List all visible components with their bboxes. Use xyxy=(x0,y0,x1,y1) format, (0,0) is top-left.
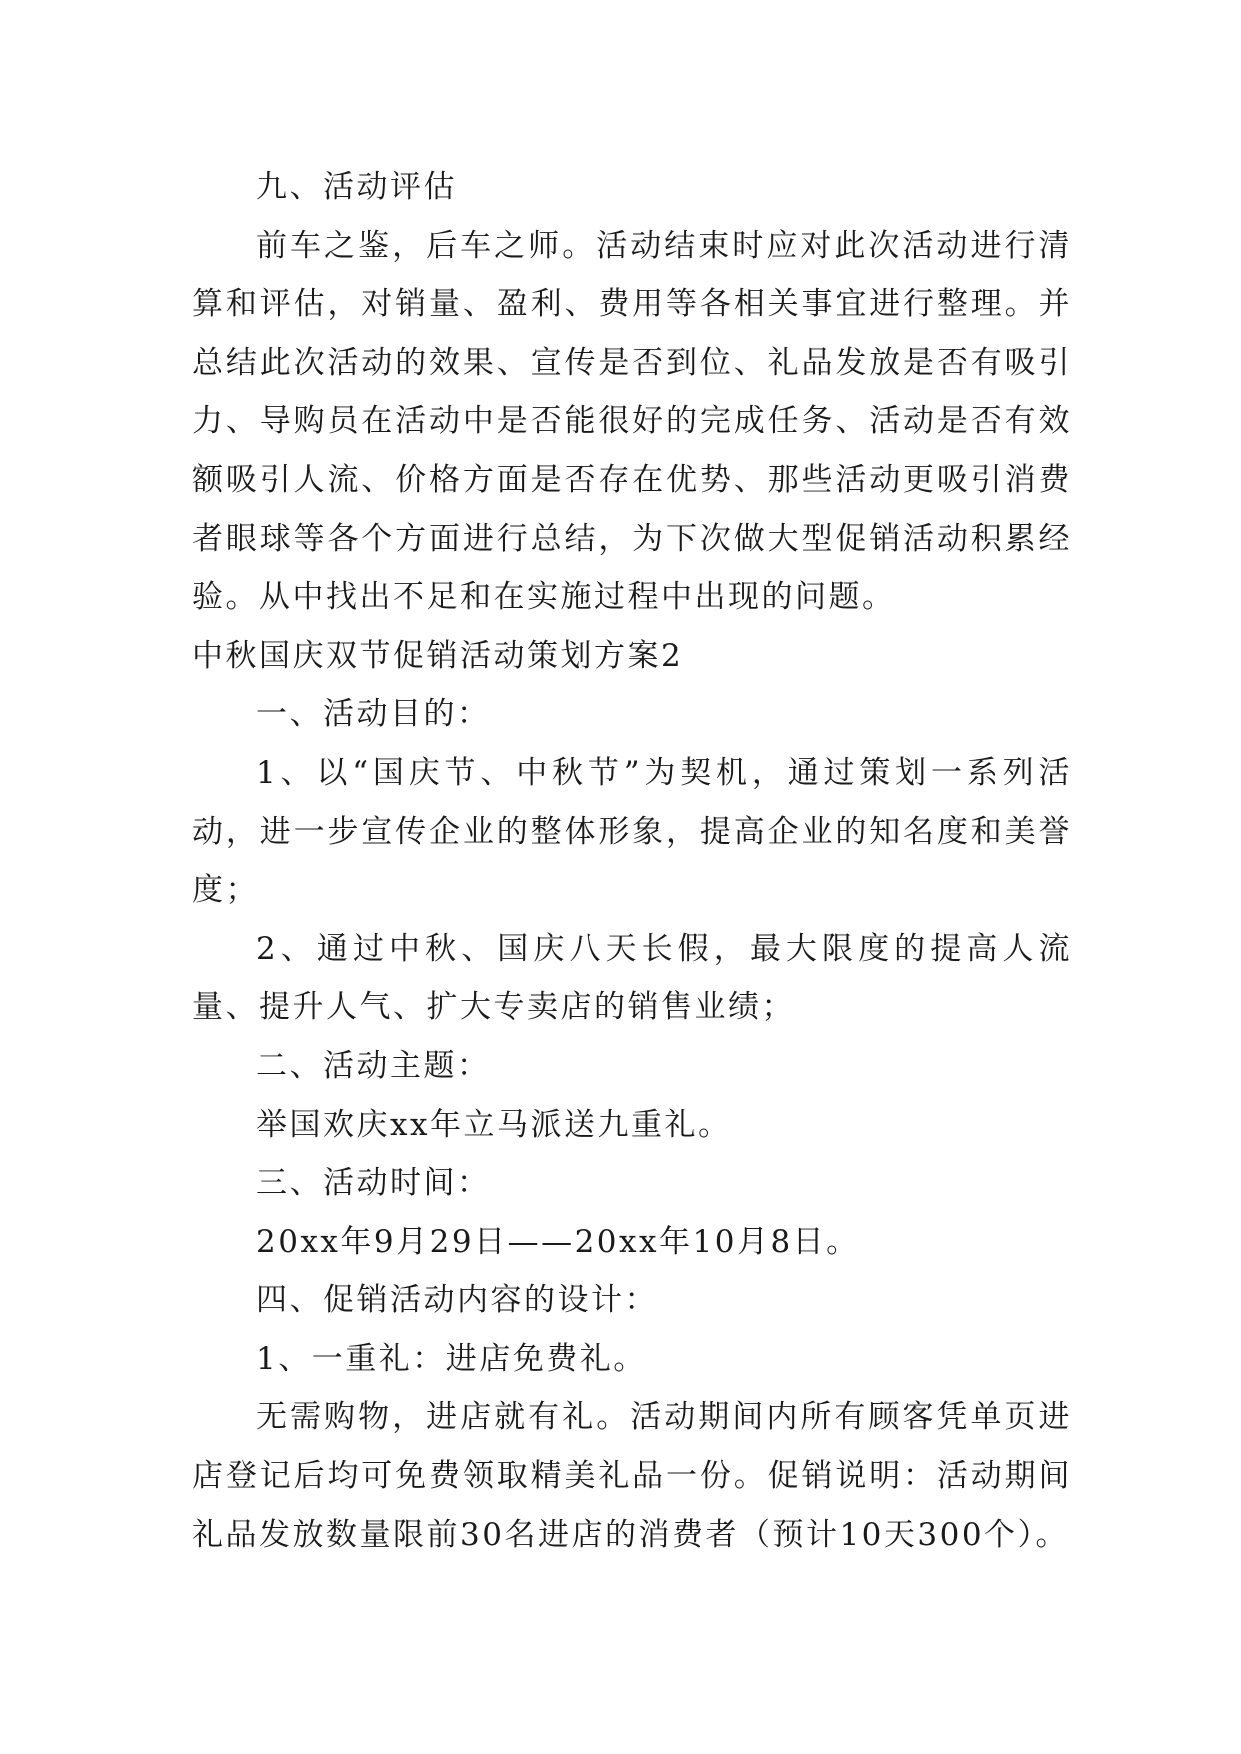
paragraph-gift-1-body: 无需购物，进店就有礼。活动期间内所有顾客凭单页进店登记后均可免费领取精美礼品一份。促销说明：活动期间礼品发放数量限前30名进店的消费者（预计10天300个）。 xyxy=(192,1399,1072,1553)
paragraph-gift-1-heading: 1、一重礼：进店免费礼。 xyxy=(256,1340,647,1377)
paragraph-purpose-2: 2、通过中秋、国庆八天长假，最大限度的提高人流量、提升人气、扩大专卖店的销售业绩； xyxy=(192,930,1072,1026)
document-body xyxy=(192,158,1072,1564)
paragraph-time: 20xx年9月29日——20xx年10月8日。 xyxy=(256,1223,860,1260)
paragraph-purpose-1: 1、以“国庆节、中秋节”为契机，通过策划一系列活动，进一步宣传企业的整体形象，提高企业的知名度和美誉度； xyxy=(192,754,1072,909)
section-heading-theme: 二、活动主题： xyxy=(256,1047,491,1084)
paragraph-evaluation: 前车之鉴，后车之师。活动结束时应对此次活动进行清算和评估，对销量、盈利、费用等各相关事宜进行整理。并总结此次活动的效果、宣传是否到位、礼品发放是否有吸引力、导购员在活动中是否能很好的完成任务、活动是否有效额吸引人流、价格方面是否存在优势、那些活动更吸引消费者眼球等各个方面进行总结，为下次做大型促销活动积累经验。从中找出不足和在实施过程中出现的问题。 xyxy=(192,227,1072,616)
paragraph-theme: 举国欢庆xx年立马派送九重礼。 xyxy=(256,1106,732,1143)
section-heading-time: 三、活动时间： xyxy=(256,1165,491,1202)
section-heading-purpose: 一、活动目的： xyxy=(256,696,491,733)
section-heading-evaluation: 九、活动评估 xyxy=(256,169,457,205)
plan-title: 中秋国庆双节促销活动策划方案2 xyxy=(192,637,684,674)
section-heading-content: 四、促销活动内容的设计： xyxy=(256,1282,658,1319)
